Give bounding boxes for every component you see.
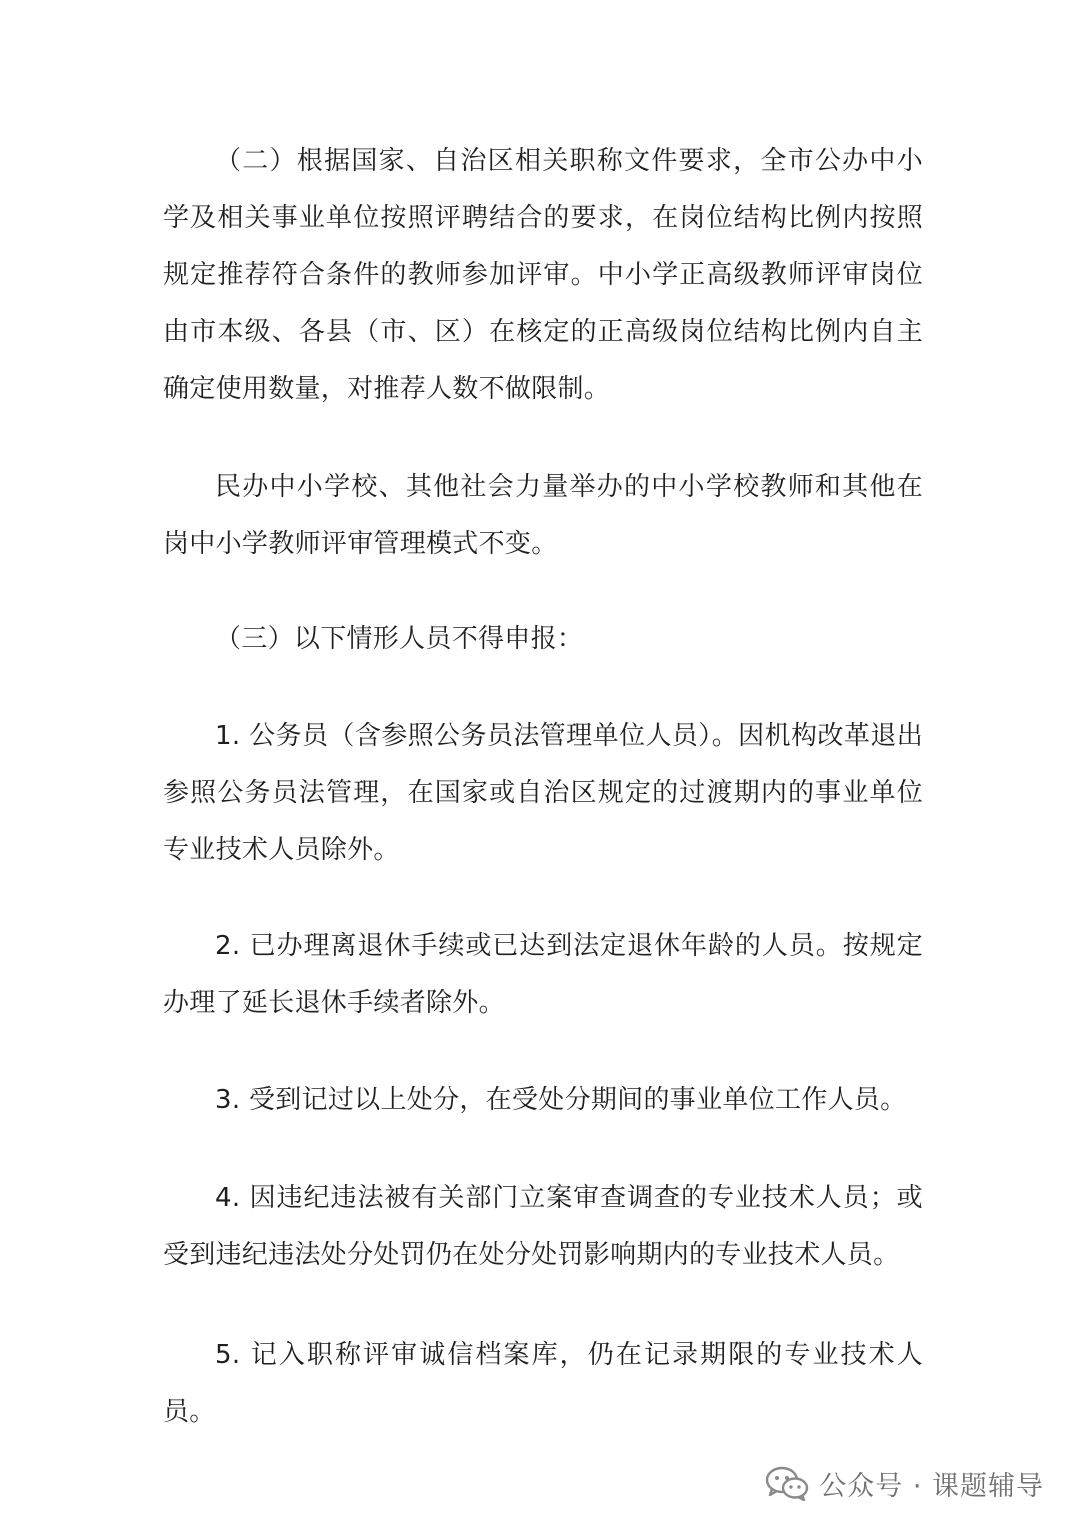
- list-item-3: 3. 受到记过以上处分，在受处分期间的事业单位工作人员。: [215, 1085, 907, 1115]
- paragraph-2-job-title-requirements: （二）根据国家、自治区相关职称文件要求，全市公办中小学及相关事业单位按照评聘结合的要求，在岗位结构比例内按照规定推荐符合条件的教师参加评审。中小学正高级教师评审岗位由市本级、各县（市、区）在核定的正高级岗位结构比例内自主确定使用数量，对推荐人数不做限制。: [163, 146, 923, 404]
- list-item-2: 2. 已办理离退休手续或已达到法定退休年龄的人员。按规定办理了延长退休手续者除外。: [163, 931, 923, 1018]
- wechat-icon: [765, 1465, 809, 1501]
- list-item-1: 1. 公务员（含参照公务员法管理单位人员）。因机构改革退出参照公务员法管理，在国家或自治区规定的过渡期内的事业单位专业技术人员除外。: [163, 721, 923, 865]
- paragraph-private-schools: 民办中小学校、其他社会力量举办的中小学校教师和其他在岗中小学教师评审管理模式不变。: [163, 472, 923, 559]
- watermark: [765, 1458, 1044, 1508]
- list-item-4: 4. 因违纪违法被有关部门立案审查调查的专业技术人员；或受到违纪违法处分处罚仍在处分处罚影响期内的专业技术人员。: [163, 1183, 923, 1270]
- paragraph-3-heading: （三）以下情形人员不得申报：: [215, 624, 584, 654]
- list-item-5: 5. 记入职称评审诚信档案库，仍在记录期限的专业技术人员。: [163, 1340, 923, 1427]
- watermark-text: 公众号 · 课题辅导: [819, 1470, 1044, 1502]
